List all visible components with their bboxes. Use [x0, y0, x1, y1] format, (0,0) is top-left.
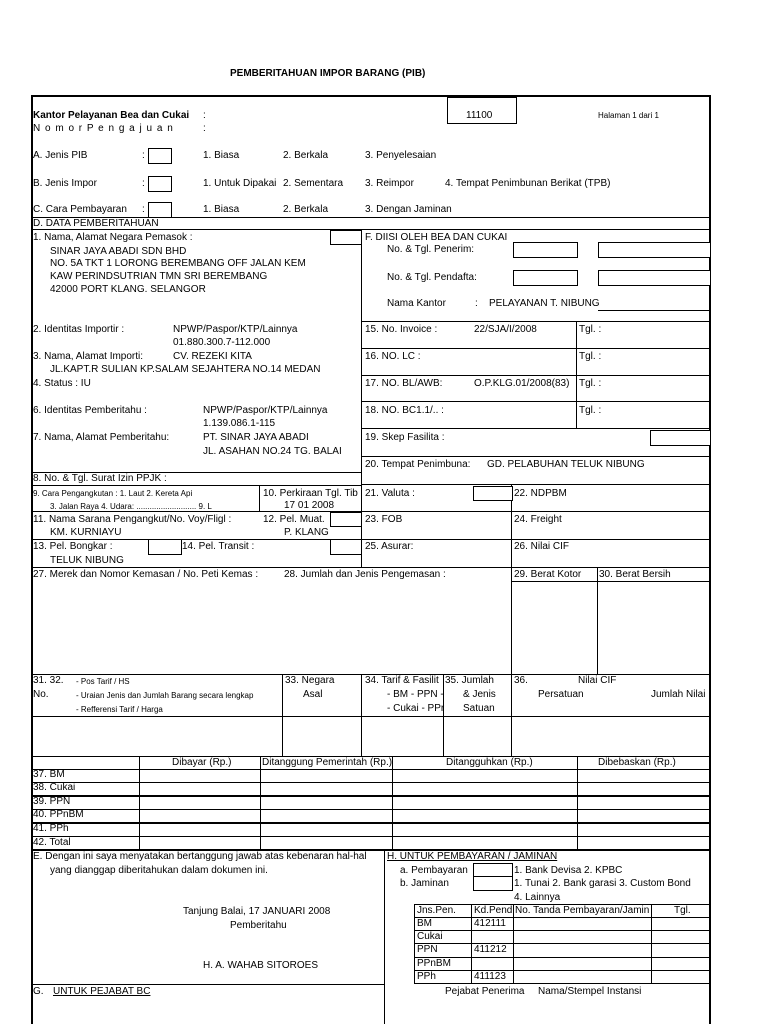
cara-bayar-opt2: 2. Berkala [283, 204, 329, 215]
divider [471, 904, 472, 984]
pemasok-address-1: NO. 5A TKT 1 LORONG BEREMBANG OFF JALAN KEM [50, 258, 306, 269]
no-label: No. [33, 689, 49, 700]
divider [282, 674, 283, 756]
tax-row-ppn: 39. PPN [33, 796, 71, 807]
frame-right [709, 95, 711, 1024]
fob-label: 23. FOB [365, 514, 403, 525]
importir-label: 3. Nama, Alamat Importi: [33, 351, 144, 362]
divider [31, 836, 711, 837]
col-tgl: Tgl. [674, 905, 691, 916]
divider [651, 904, 652, 984]
divider [31, 984, 385, 985]
cara-bayar-label: C. Cara Pembayaran [33, 204, 127, 215]
penerimaan-box[interactable] [513, 242, 578, 258]
pengangkutan-options: 3. Jalan Raya 4. Udara: ........................... 9. L [50, 502, 212, 511]
invoice-tgl: Tgl. : [579, 324, 602, 335]
tarif-label: 34. Tarif & Fasilit [365, 675, 439, 686]
divider [414, 957, 709, 958]
divider [361, 375, 711, 376]
kantor-colon: : [203, 110, 206, 121]
pemasok-country-box[interactable] [330, 230, 362, 245]
bc11-label: 18. NO. BC1.1/.. : [365, 405, 444, 416]
jenis-label: & Jenis [463, 689, 496, 700]
pos-tarif-label: - Pos Tarif / HS [76, 677, 130, 686]
pendaftaran-label: No. & Tgl. Pendafta: [387, 272, 477, 283]
divider [31, 539, 361, 540]
divider [598, 310, 709, 311]
divider [414, 943, 709, 944]
importir-name: CV. REZEKI KITA [173, 351, 252, 362]
divider [361, 511, 711, 512]
tax-row-pph: 41. PPh [33, 823, 69, 834]
tax-row-ppnbm: 40. PPnBM [33, 809, 84, 820]
penimbunan-value: GD. PELABUHAN TELUK NIBUNG [487, 459, 645, 470]
col-no-tanda: No. Tanda Pembayaran/Jamin [515, 905, 650, 916]
asuransi-label: 25. Asurar: [365, 541, 414, 552]
place-date: Tanjung Balai, 17 JANUARI 2008 [183, 906, 331, 917]
pel-transit-label: 14. Pel. Transit : [182, 541, 255, 552]
tax-row-cukai: 38. Cukai [33, 782, 76, 793]
no-urut-label: 31. 32. [33, 675, 64, 686]
pel-bongkar-label: 13. Pel. Bongkar : [33, 541, 113, 552]
negara-asal-label: Asal [303, 689, 323, 700]
signer-role: Pemberitahu [230, 920, 287, 931]
signer-name: H. A. WAHAB SITOROES [203, 960, 319, 971]
nilai-cif-label: 26. Nilai CIF [514, 541, 570, 552]
jenis-impor-opt3: 3. Reimpor [365, 178, 414, 189]
jenis-impor-box[interactable] [148, 176, 172, 192]
valuta-box[interactable] [473, 486, 513, 501]
skep-label: 19. Skep Fasilita : [365, 432, 445, 443]
kemasan-label: 27. Merek dan Nomor Kemasan / No. Peti Kemas : [33, 569, 259, 580]
divider [597, 567, 598, 674]
berat-kotor-label: 29. Berat Kotor [514, 569, 582, 580]
col-jenis-pen: Jns.Pen. [417, 905, 456, 916]
bc11-tgl: Tgl. : [579, 405, 602, 416]
declaration-line2: yang dianggap diberitahukan dalam dokumen ini. [50, 865, 268, 876]
g-title: UNTUK PEJABAT BC [53, 986, 151, 997]
divider [414, 970, 709, 971]
invoice-value: 22/SJA/I/2008 [474, 324, 537, 335]
pejabat-penerima-label: Pejabat Penerima [445, 986, 525, 997]
jumlah-label: 35. Jumlah [445, 675, 494, 686]
declaration-line1: E. Dengan ini saya menyatakan bertanggung jawab atas kebenaran hal-hal [33, 851, 367, 862]
bl-tgl: Tgl. : [579, 378, 602, 389]
section-d-title: D. DATA PEMBERITAHUAN [33, 218, 159, 229]
jenis-pib-opt1: 1. Biasa [203, 150, 240, 161]
pay-row-jenis: PPh [417, 971, 436, 982]
jenis-impor-opt1: 1. Untuk Dipakai [203, 178, 277, 189]
ppjk-label: 8. No. & Tgl. Surat Izin PPJK : [33, 473, 167, 484]
pay-row-kode: 411123 [474, 971, 506, 982]
divider [513, 904, 514, 984]
jenis-impor-opt2: 2. Sementara [283, 178, 344, 189]
identitas-importir-label: 2. Identitas Importir : [33, 324, 125, 335]
pemasok-label: 1. Nama, Alamat Negara Pemasok : [33, 232, 193, 243]
divider [31, 716, 711, 717]
header-dibayar: Dibayar (Rp.) [172, 757, 232, 768]
jenis-impor-opt4: 4. Tempat Penimbunan Berikat (TPB) [445, 178, 611, 189]
divider [443, 674, 444, 756]
pemasok-address-2: KAW PERINDSUTRIAN TMN SRI BEREMBANG [50, 271, 268, 282]
freight-label: 24. Freight [514, 514, 562, 525]
frame-top [31, 95, 711, 97]
divider [414, 930, 709, 931]
divider [31, 567, 711, 568]
tarif-cukai-label: - Cukai - PPr [387, 703, 445, 714]
cara-bayar-box[interactable] [148, 202, 172, 218]
cif-num-label: 36. [514, 675, 528, 686]
jenis-pib-opt2: 2. Berkala [283, 150, 329, 161]
jenis-impor-label: B. Jenis Impor [33, 178, 97, 189]
pembayaran-label: a. Pembayaran [400, 865, 468, 876]
stempel-instansi-label: Nama/Stempel Instansi [538, 986, 642, 997]
divider [361, 456, 711, 457]
pel-transit-box[interactable] [330, 539, 362, 555]
divider [259, 485, 260, 511]
jaminan-box[interactable] [473, 876, 513, 891]
satuan-label: Satuan [463, 703, 495, 714]
tax-row-bm: 37. BM [33, 769, 65, 780]
jenis-pib-label: A. Jenis PIB [33, 150, 88, 161]
sarana-label: 11. Nama Sarana Pengangkut/No. Voy/Fligl : [33, 514, 232, 525]
divider [511, 567, 512, 674]
jenis-pib-colon: : [142, 150, 145, 161]
pendaftaran-date-box[interactable] [598, 270, 711, 286]
divider [414, 983, 709, 984]
payment-title: H. UNTUK PEMBAYARAN / JAMINAN [387, 851, 558, 862]
divider [31, 485, 361, 486]
nama-kantor-colon: : [475, 298, 478, 309]
pendaftaran-box[interactable] [513, 270, 578, 286]
divider [414, 904, 415, 984]
divider [511, 674, 512, 756]
divider [31, 782, 711, 783]
divider [31, 809, 711, 810]
valuta-label: 21. Valuta : [365, 488, 415, 499]
jenis-pib-opt3: 3. Penyelesaian [365, 150, 437, 161]
pel-muat-label: 12. Pel. Muat. [263, 514, 325, 525]
pemberitahu-label: 7. Nama, Alamat Pemberitahu: [33, 432, 170, 443]
tiba-label: 10. Perkiraan Tgl. Tib [263, 488, 358, 499]
divider [31, 822, 711, 824]
sarana-value: KM. KURNIAYU [50, 527, 122, 538]
nama-kantor-label: Nama Kantor [387, 298, 446, 309]
jumlah-nilai-label: Jumlah Nilai [651, 689, 706, 700]
bl-label: 17. NO. BL/AWB: [365, 378, 443, 389]
identitas-pemberitahu-type: NPWP/Paspor/KTP/Lainnya [203, 405, 328, 416]
jaminan-options: 1. Tunai 2. Bank garasi 3. Custom Bond [514, 878, 691, 889]
jenis-pib-box[interactable] [148, 148, 172, 164]
divider [361, 428, 711, 429]
negara-label: 33. Negara [285, 675, 335, 686]
col-kode-pen: Kd.Pend [474, 905, 513, 916]
divider [384, 849, 385, 1024]
ndpbm-label: 22. NDPBM [514, 488, 567, 499]
pay-row-jenis: PPnBM [417, 958, 451, 969]
tarif-bm-label: - BM - PPN - [387, 689, 444, 700]
nomor-pengajuan-label: N o m o r P e n g a j u a n [33, 123, 174, 134]
pay-row-jenis: BM [417, 918, 432, 929]
identitas-pemberitahu-label: 6. Identitas Pemberitahu : [33, 405, 147, 416]
pemberitahu-name: PT. SINAR JAYA ABADI [203, 432, 309, 443]
section-f-title: F. DIISI OLEH BEA DAN CUKAI [365, 232, 508, 243]
pel-bongkar-value: TELUK NIBUNG [50, 555, 124, 566]
divider [31, 795, 711, 797]
divider [414, 917, 709, 918]
nama-kantor-value: PELAYANAN T. NIBUNG [489, 298, 600, 309]
importir-address: JL.KAPT.R SULIAN KP.SALAM SEJAHTERA NO.14 MEDAN [50, 364, 321, 375]
pel-muat-value: P. KLANG [284, 527, 329, 538]
lc-tgl: Tgl. : [579, 351, 602, 362]
pemberitahu-address: JL. ASAHAN NO.24 TG. BALAI [203, 446, 342, 457]
invoice-label: 15. No. Invoice : [365, 324, 438, 335]
cara-bayar-opt3: 3. Dengan Jaminan [365, 204, 452, 215]
uraian-label: - Uraian Jenis dan Jumlah Barang secara lengkap [76, 691, 254, 700]
persatuan-label: Persatuan [538, 689, 584, 700]
divider [511, 581, 711, 582]
identitas-importir-type: NPWP/Paspor/KTP/Lainnya [173, 324, 298, 335]
cif-title-label: Nilai CIF [578, 675, 617, 686]
header-dibebaskan: Dibebaskan (Rp.) [598, 757, 676, 768]
status-label: 4. Status : IU [33, 378, 91, 389]
referensi-label: - Refferensi Tarif / Harga [76, 705, 163, 714]
jaminan-label: b. Jaminan [400, 878, 449, 889]
pembayaran-options: 1. Bank Devisa 2. KPBC [514, 865, 623, 876]
pay-row-jenis: PPN [417, 944, 438, 955]
divider [361, 401, 711, 402]
pay-row-kode: 412111 [474, 918, 506, 929]
penerimaan-date-box[interactable] [598, 242, 711, 258]
identitas-importir-number: 01.880.300.7-112.000 [173, 337, 271, 348]
bl-value: O.P.KLG.01/2008(83) [474, 378, 570, 389]
kantor-code: 11100 [466, 110, 493, 121]
divider [361, 539, 711, 540]
pengangkutan-label: 9. Cara Pengangkutan : 1. Laut 2. Kereta Api [33, 489, 193, 498]
lc-label: 16. NO. LC : [365, 351, 421, 362]
skep-box[interactable] [650, 430, 711, 446]
nomor-colon: : [203, 123, 206, 134]
divider [31, 769, 711, 770]
tiba-value: 17 01 2008 [284, 500, 335, 511]
pel-bongkar-box[interactable] [148, 539, 182, 555]
penimbunan-label: 20. Tempat Penimbuna: [365, 459, 471, 470]
pengemasan-label: 28. Jumlah dan Jenis Pengemasan : [284, 569, 446, 580]
pemasok-name: SINAR JAYA ABADI SDN BHD [50, 246, 187, 257]
jenis-impor-colon: : [142, 178, 145, 189]
tax-row-total: 42. Total [33, 837, 71, 848]
pay-row-kode: 411212 [474, 944, 507, 955]
header-ditangguhkan: Ditangguhkan (Rp.) [446, 757, 533, 768]
g-label: G. [33, 986, 44, 997]
jaminan-option4: 4. Lainnya [514, 892, 561, 903]
berat-bersih-label: 30. Berat Bersih [599, 569, 671, 580]
cara-bayar-opt1: 1. Biasa [203, 204, 240, 215]
divider [31, 511, 361, 512]
pel-muat-box[interactable] [330, 512, 362, 527]
penerimaan-label: No. & Tgl. Penerim: [387, 244, 475, 255]
halaman: Halaman 1 dari 1 [598, 111, 659, 120]
pay-row-jenis: Cukai [417, 931, 443, 942]
kantor-label: Kantor Pelayanan Bea dan Cukai [33, 110, 190, 121]
divider [361, 484, 711, 485]
pemasok-address-3: 42000 PORT KLANG. SELANGOR [50, 284, 206, 295]
cara-bayar-colon: : [142, 204, 145, 215]
identitas-pemberitahu-number: 1.139.086.1-115 [203, 418, 276, 429]
divider [361, 674, 362, 756]
header-ditanggung: Ditanggung Pemerintah (Rp.) [262, 757, 393, 768]
divider [361, 321, 711, 322]
page-title: PEMBERITAHUAN IMPOR BARANG (PIB) [230, 68, 426, 79]
divider [361, 348, 711, 349]
